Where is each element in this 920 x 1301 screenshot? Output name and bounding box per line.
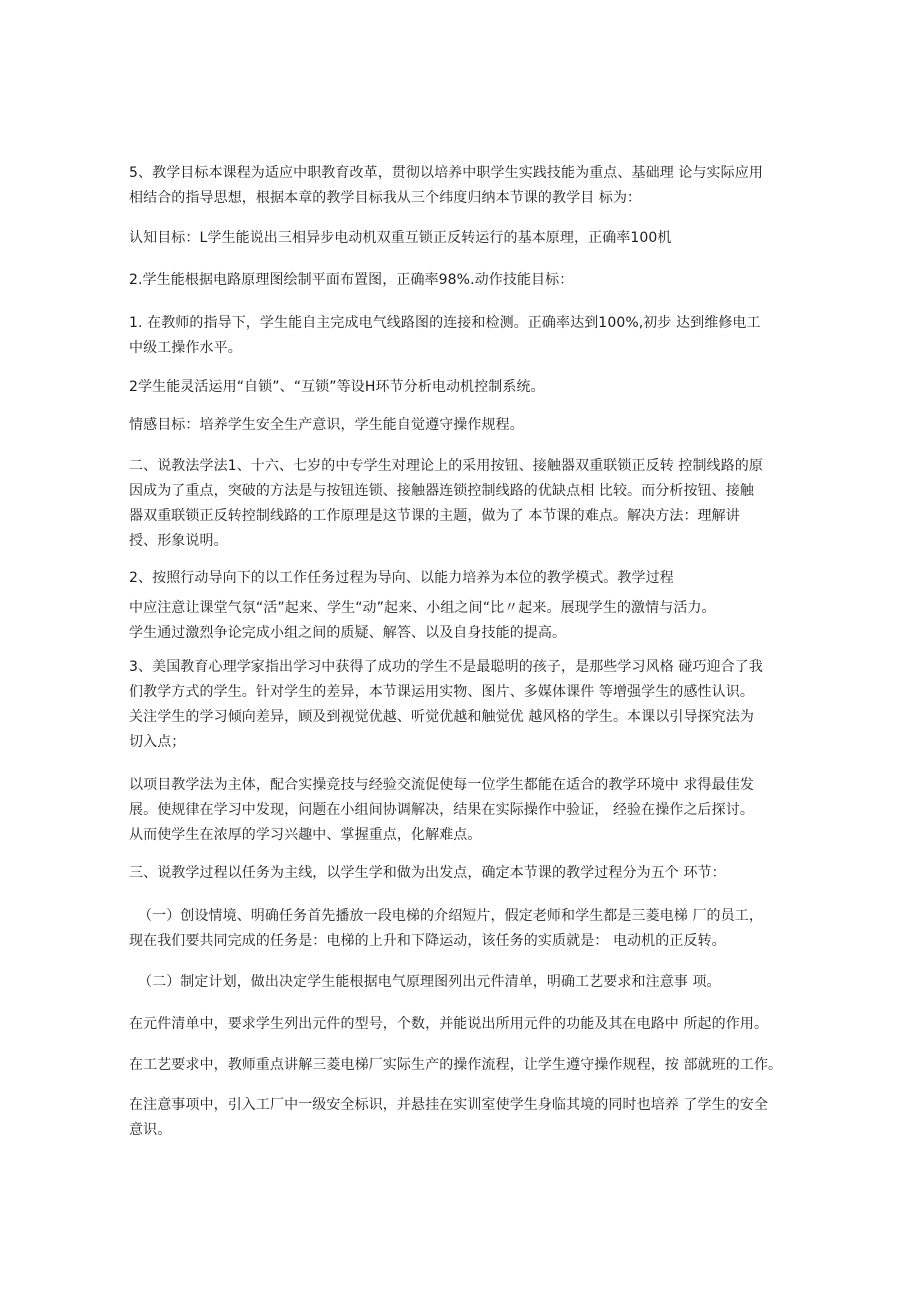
text-line: 在注意事项中，引入工厂中一级安全标识，并悬挂在实训室使学生身临其境的同时也培养 了学生的安全 <box>129 1097 769 1113</box>
text-line: 现在我们要共同完成的任务是：电梯的上升和下降运动，该任务的实质就是： 电动机的正反转。 <box>129 933 726 949</box>
text-line: 从而使学生在浓厚的学习兴趣中、掌握重点，化解难点。 <box>129 827 482 843</box>
text-line: 相结合的指导思想，根据本章的教学目标我从三个纬度归纳本节课的教学目 标为： <box>129 190 642 206</box>
paragraph-teaching-method <box>129 454 799 554</box>
text-line: 三、说教学过程以任务为主线，以学生学和做为出发点，确定本节课的教学过程分为五个 环节： <box>129 865 726 881</box>
text-line: 以项目教学法为主体，配合实操竞技与经验交流促使每一位学生都能在适合的教学环境中 求得最佳发 <box>129 777 754 793</box>
paragraph-cognitive-goal <box>129 226 799 251</box>
text-line: 二、说教法学法1、十六、七岁的中专学生对理论上的采用按钮、接触器双重联锁正反转 控制线路的原 <box>129 458 763 474</box>
text-line: 展。使规律在学习中发现，问题在小组间协调解决，结果在实际操作中验证， 经验在操作之后探讨。 <box>129 802 754 818</box>
text-line: 2学生能灵活运用“自锁”、“互锁”等设H环节分析电动机控制系统。 <box>129 379 545 395</box>
paragraph-skill-goal-2 <box>129 375 799 400</box>
paragraph-craft-requirements <box>129 1053 799 1078</box>
text-line: 学生通过激烈争论完成小组之间的质疑、解答、以及自身技能的提高。 <box>129 625 567 641</box>
paragraph-teaching-process <box>129 861 799 886</box>
text-line: 器双重联锁正反转控制线路的工作原理是这节课的主题，做为了 本节课的难点。解决方法：理解讲 <box>129 508 740 524</box>
text-line: 3、美国教育心理学家指出学习中获得了成功的学生不是最聪明的孩子，是那些学习风格 碰巧迎合了我 <box>129 659 763 675</box>
paragraph-classroom-atmosphere <box>129 596 799 646</box>
text-line: 1. 在教师的指导下，学生能自主完成电气线路图的连接和检测。正确率达到100%,初步 达到维修电工 <box>129 315 761 331</box>
paragraph-step-2 <box>138 970 808 995</box>
text-line: 中应注意让课堂气氛“活”起来、学生“动”起来、小组之间“比〃起来。展现学生的激情与活力。 <box>129 600 716 616</box>
paragraph-safety-notes <box>129 1093 799 1143</box>
text-line: 授、形象说明。 <box>129 533 228 549</box>
text-line: 5、教学目标本课程为适应中职教育改革，贯彻以培养中职学生实践技能为重点、基础理 论与实际应用 <box>129 165 763 181</box>
text-line: 2、按照行动导向下的以工作任务过程为导向、以能力培养为本位的教学模式。教学过程 <box>129 570 674 586</box>
text-line: 因成为了重点，突破的方法是与按钮连锁、接触器连锁控制线路的优缺点相 比较。而分析按钮、接触 <box>129 483 754 499</box>
paragraph-teaching-goal <box>129 161 799 211</box>
text-line: 关注学生的学习倾向差异，顾及到视觉优越、听觉优越和触觉优 越风格的学生。本课以引导探究法为 <box>129 709 754 725</box>
paragraph-learning-style <box>129 655 799 755</box>
text-line: 中级工操作水平。 <box>129 340 242 356</box>
paragraph-action-oriented <box>129 566 799 591</box>
text-line: 情感目标：培养学生安全生产意识，学生能自觉遵守操作规程。 <box>129 417 524 433</box>
text-line: 们教学方式的学生。针对学生的差异，本节课运用实物、图片、多媒体课件 等增强学生的感性认识。 <box>129 684 754 700</box>
paragraph-skill-goal-1 <box>129 311 799 361</box>
paragraph-step-1 <box>129 904 808 954</box>
text-line: 意识。 <box>129 1122 172 1138</box>
text-line: （一）创设情境、明确任务首先播放一段电梯的介绍短片，假定老师和学生都是三菱电梯 厂的员工， <box>138 908 763 924</box>
text-line: 2.学生能根据电路原理图绘制平面布置图，正确率98%.动作技能目标： <box>129 272 574 288</box>
text-line: （二）制定计划，做出决定学生能根据电气原理图列出元件清单，明确工艺要求和注意事 项。 <box>138 974 721 990</box>
paragraph-component-list <box>129 1012 799 1037</box>
text-line: 在工艺要求中，教师重点讲解三菱电梯厂实际生产的操作流程，让学生遵守操作规程，按 部就班的工作。 <box>129 1057 783 1073</box>
text-line: 切入点； <box>129 734 186 750</box>
paragraph-project-method <box>129 773 799 848</box>
text-line: 在元件清单中，要求学生列出元件的型号，个数，并能说出所用元件的功能及其在电路中 所起的作用。 <box>129 1016 769 1032</box>
paragraph-emotion-goal <box>129 413 799 438</box>
text-line: 认知目标：L学生能说出三相异步电动机双重互锁正反转运行的基本原理，正确率100机 <box>129 230 672 246</box>
paragraph-layout-goal <box>129 268 799 293</box>
